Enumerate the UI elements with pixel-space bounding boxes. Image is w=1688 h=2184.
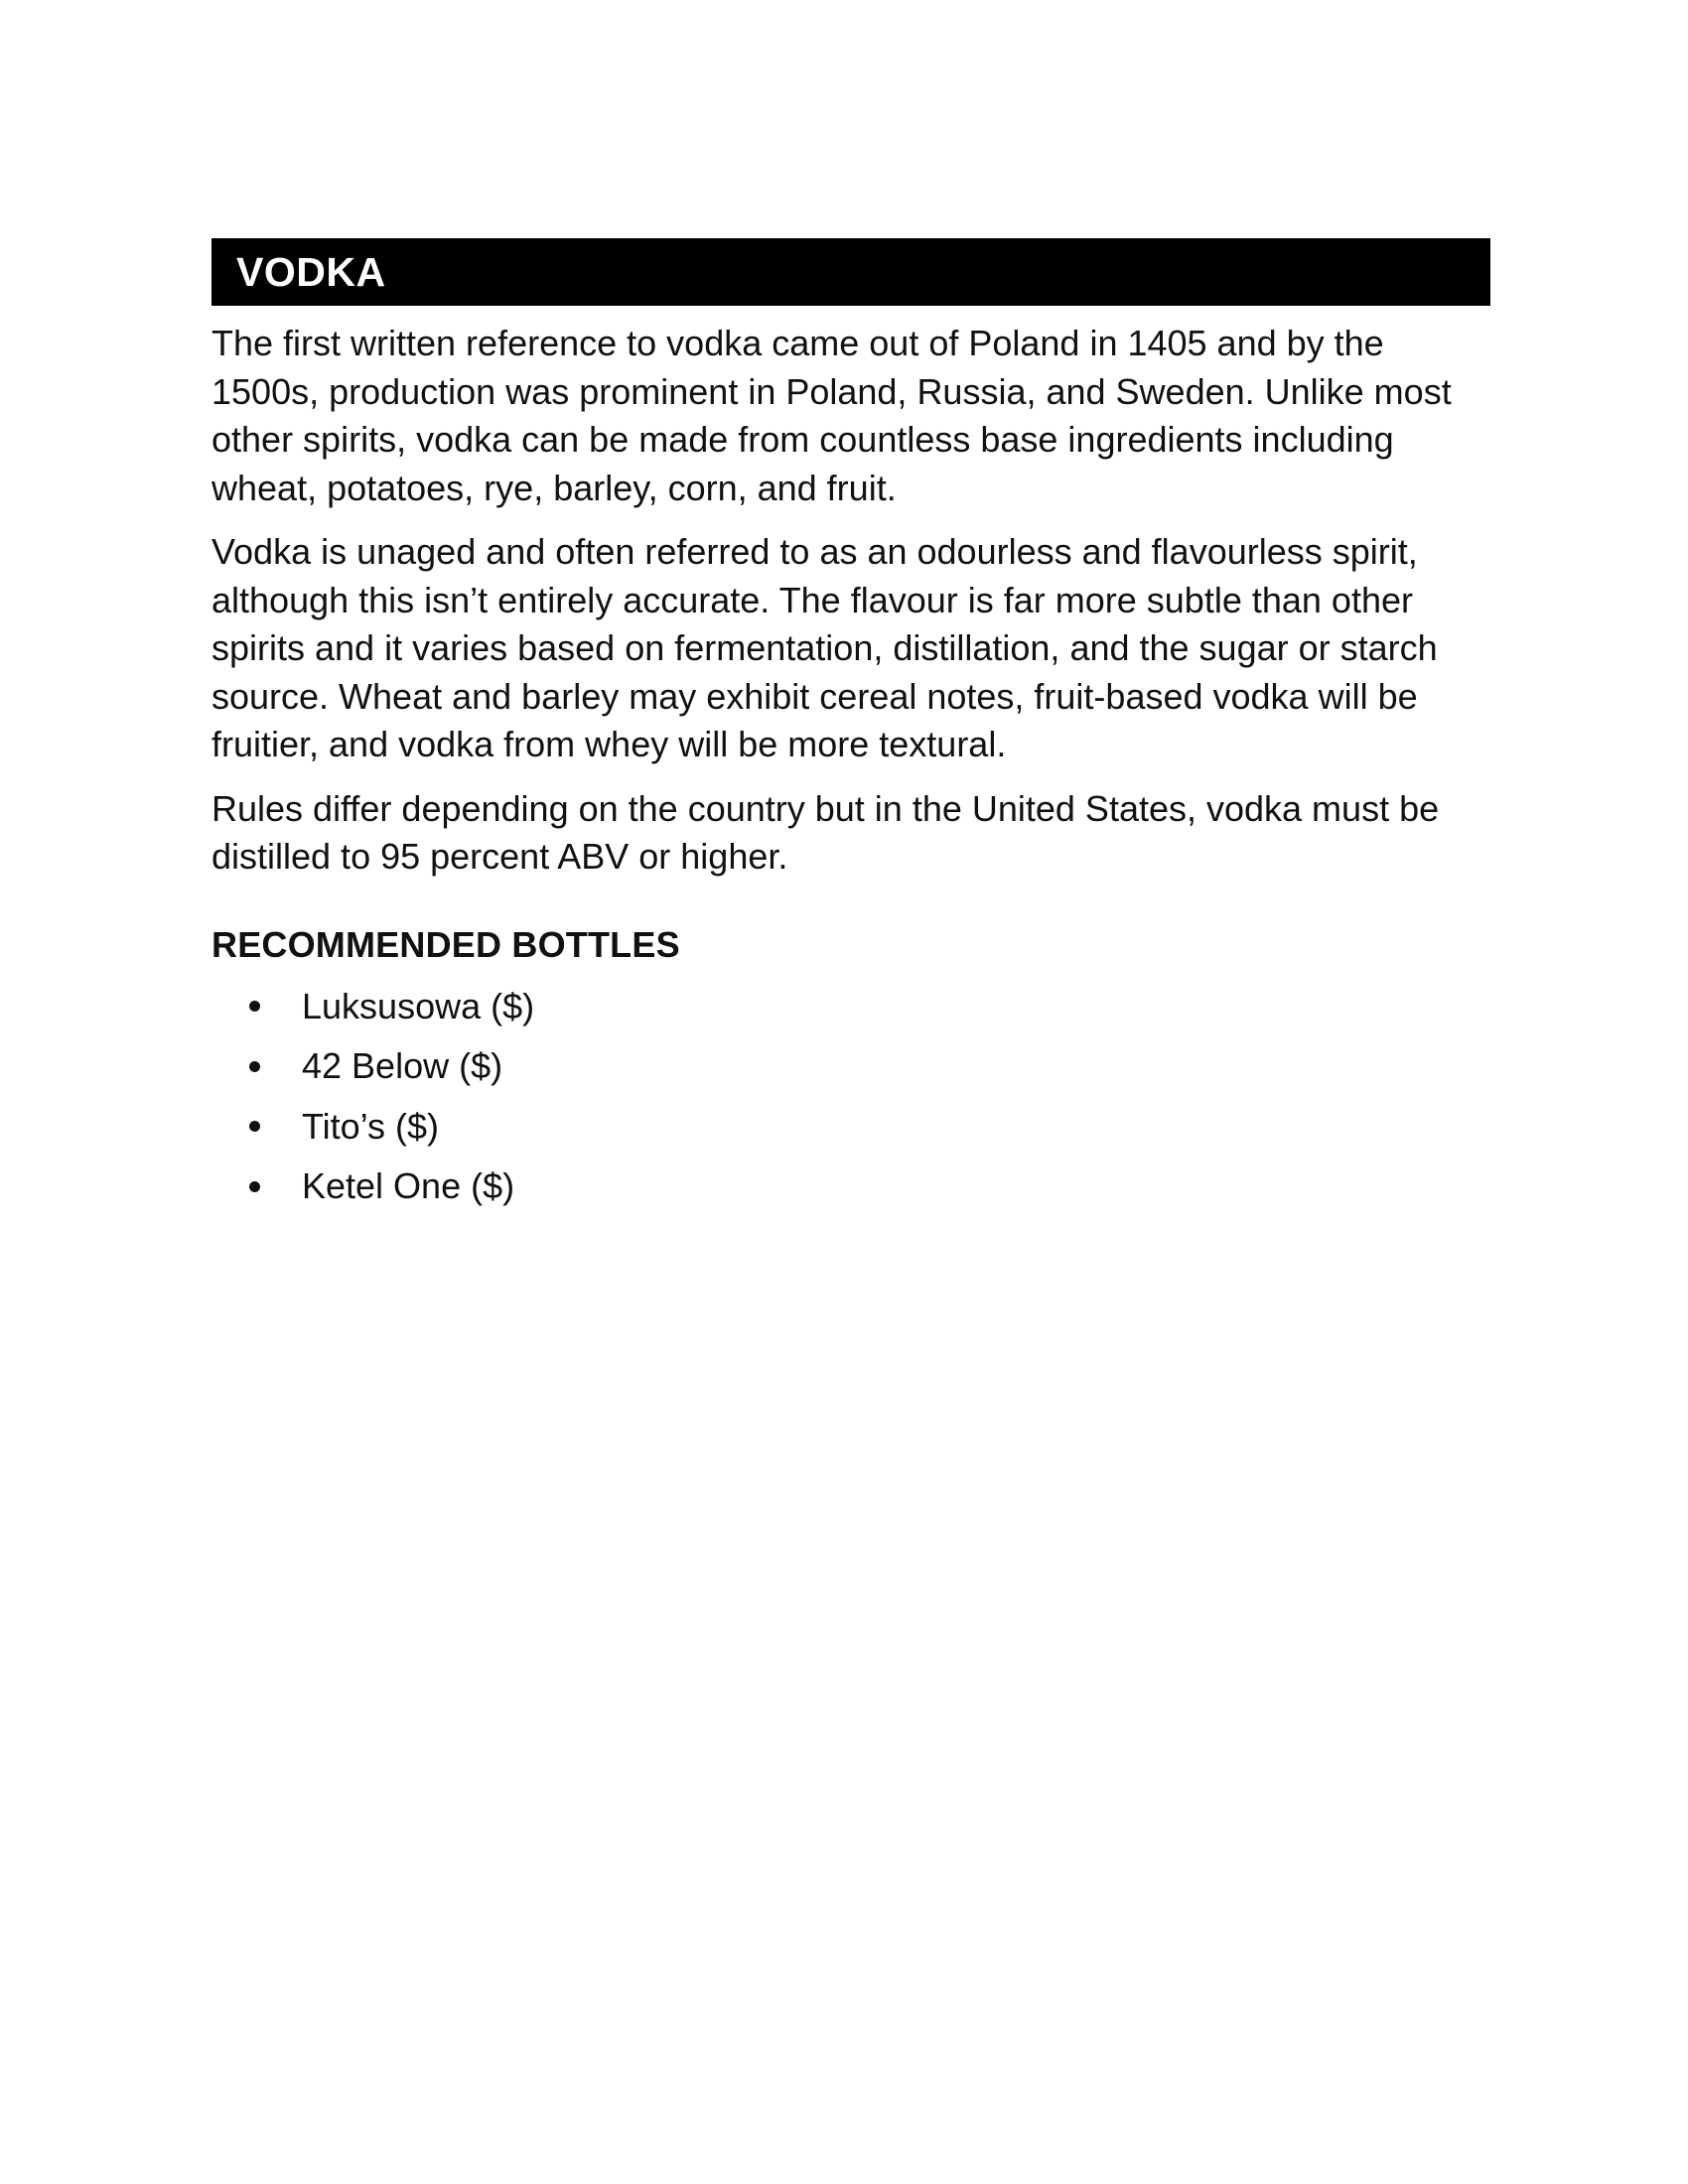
bullet-icon <box>249 1181 260 1192</box>
bottle-name: Luksusowa ($) <box>302 985 535 1026</box>
bottle-name: Ketel One ($) <box>302 1165 515 1207</box>
paragraph-flavour: Vodka is unaged and often referred to as an odourless and flavourless spirit, although this isn’t entirely accurate. The flavour is far more subtle than other spirits and it varies based on fermentation, distillation, and the sugar or starch source. Wheat and barley may exhibit cereal notes, fruit-based vodka will be fruitier, and vodka from whey will be more textural. <box>211 531 1438 764</box>
section-banner <box>211 238 1490 306</box>
section-title: VODKA <box>236 248 386 295</box>
bullet-icon <box>249 1061 260 1072</box>
list-item <box>211 1036 1490 1097</box>
recommended-bottles-heading: RECOMMENDED BOTTLES <box>211 923 680 965</box>
list-item <box>211 977 1490 1037</box>
paragraph-rules: Rules differ depending on the country but in the United States, vodka must be distilled to 95 percent ABV or higher. <box>211 787 1440 877</box>
bullet-icon <box>249 1121 260 1132</box>
list-item <box>211 1157 1490 1217</box>
list-item <box>211 1097 1490 1158</box>
paragraph-history: The first written reference to vodka came out of Poland in 1405 and by the 1500s, production was prominent in Poland, Russia, and Sweden. Unlike most other spirits, vodka can be made from countless base ingredients including wheat, potatoes, rye, barley, corn, and fruit. <box>211 323 1452 508</box>
recommended-bottles-list <box>211 977 1490 1217</box>
bottle-name: 42 Below ($) <box>302 1045 503 1087</box>
page-content <box>211 238 1490 1217</box>
bottle-name: Tito’s ($) <box>302 1105 440 1147</box>
bullet-icon <box>249 1001 260 1012</box>
